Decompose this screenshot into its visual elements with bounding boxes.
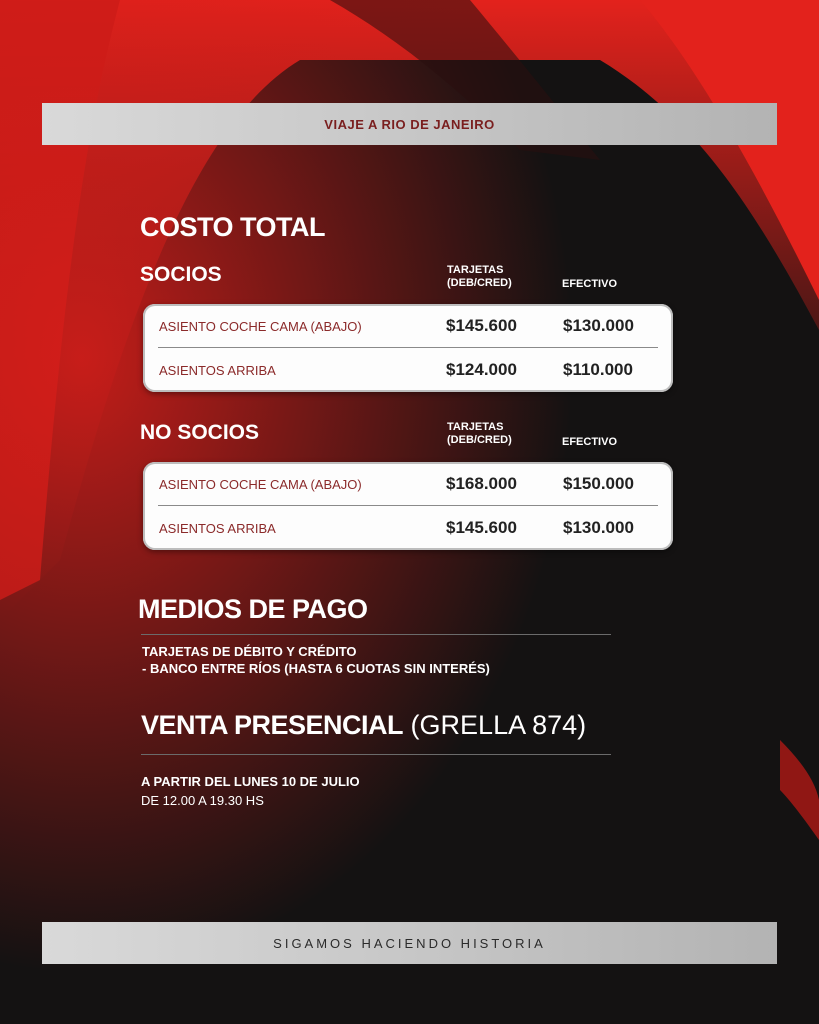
socios-col-card [447,264,512,290]
row-label: ASIENTOS ARRIBA [159,520,276,536]
footer-banner [42,922,777,964]
header-banner [42,103,777,145]
payment-divider [141,634,611,635]
row-card-price: $145.600 [446,518,517,537]
row-cash-price: $110.000 [563,360,633,379]
venta-title: VENTA PRESENCIAL [141,710,404,740]
section-title-costo-total: COSTO TOTAL [140,212,326,242]
no-socios-col-card-sub: (DEB/CRED) [447,434,512,446]
table-row [143,348,673,392]
no-socios-col-card [447,421,512,447]
socios-col-card-label: TARJETAS [447,264,504,276]
payment-line-2: - BANCO ENTRE RÍOS (HASTA 6 CUOTAS SIN INTERÉS) [142,661,490,676]
socios-col-cash: EFECTIVO [562,278,618,290]
venta-address: (GRELLA 874) [410,710,587,740]
no-socios-price-table [143,462,673,550]
row-card-price: $145.600 [446,316,517,335]
no-socios-title: NO SOCIOS [140,421,260,444]
row-cash-price: $150.000 [563,474,634,493]
venta-divider [141,754,611,755]
row-cash-price: $130.000 [563,316,634,335]
row-label: ASIENTOS ARRIBA [159,362,276,378]
socios-title: SOCIOS [140,263,222,286]
footer-slogan: SIGAMOS HACIENDO HISTORIA [273,935,546,951]
table-row [143,506,673,550]
row-cash-price: $130.000 [563,518,634,537]
row-label: ASIENTO COCHE CAMA (ABAJO) [159,476,362,492]
socios-price-table [143,304,673,392]
venta-line-1: A PARTIR DEL LUNES 10 DE JULIO [141,774,360,789]
row-card-price: $168.000 [446,474,517,493]
row-card-price: $124.000 [446,360,517,379]
no-socios-col-cash: EFECTIVO [562,436,618,448]
header-title: VIAJE A RIO DE JANEIRO [324,116,495,132]
socios-col-card-sub: (DEB/CRED) [447,277,512,289]
venta-heading [141,710,586,741]
payment-line-1: TARJETAS DE DÉBITO Y CRÉDITO [142,644,357,659]
row-label: ASIENTO COCHE CAMA (ABAJO) [159,318,362,334]
venta-line-2: DE 12.00 A 19.30 HS [141,793,264,808]
table-row [143,462,673,506]
payment-title: MEDIOS DE PAGO [138,594,368,624]
no-socios-col-card-label: TARJETAS [447,421,504,433]
table-row [143,304,673,348]
